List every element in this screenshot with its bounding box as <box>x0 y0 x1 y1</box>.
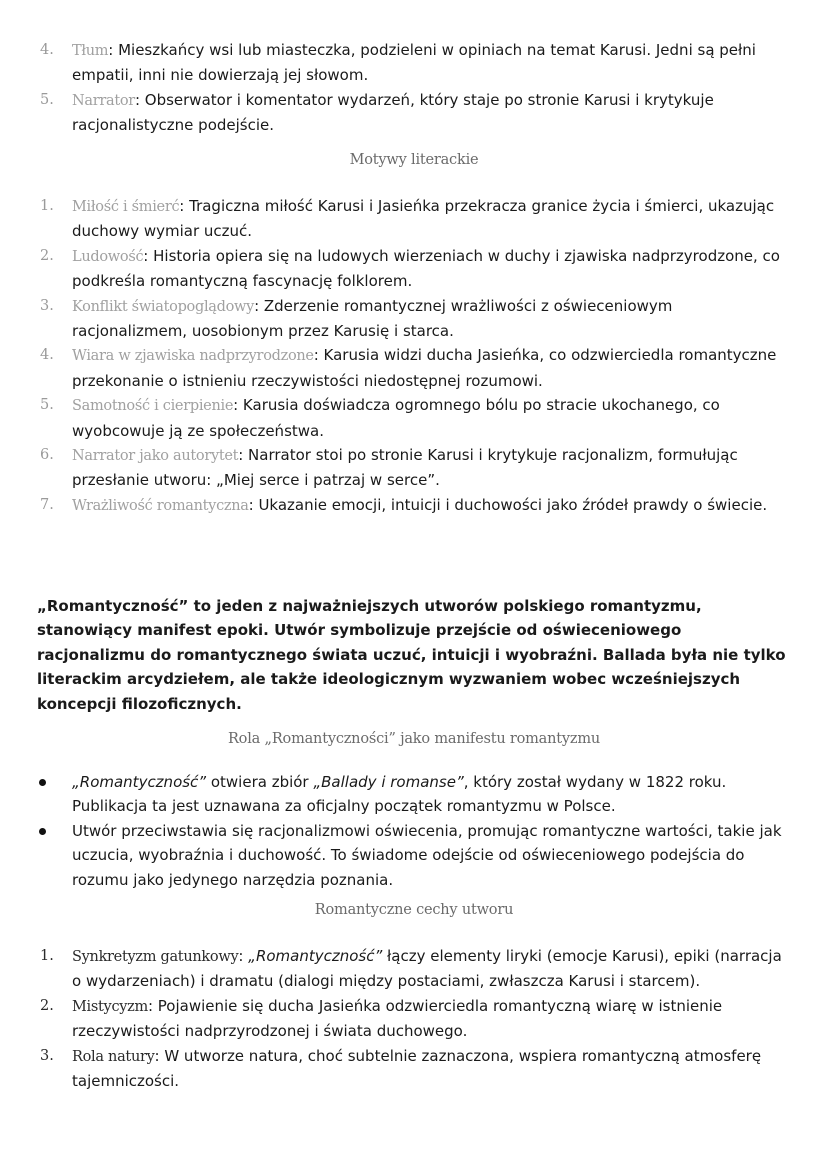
list-number: 5. <box>40 397 54 414</box>
list-item <box>0 493 790 518</box>
list-item <box>0 443 790 493</box>
features-list <box>0 944 790 1093</box>
list-number: 6. <box>40 447 54 464</box>
list-item <box>0 944 790 994</box>
section-heading-motifs: Motywy literackie <box>349 152 479 168</box>
bullet-item <box>0 819 790 892</box>
list-number: 1. <box>40 948 54 964</box>
term-label: Rola natury <box>72 1048 155 1065</box>
item-text: : Pojawienie się ducha Jasieńka odzwierciedla romantyczną wiarę w istnienie rzeczywistości nadprzyrodzonej i świata duchowego. <box>72 996 723 1041</box>
list-number: 4. <box>40 42 54 58</box>
section-heading-features: Romantyczne cechy utworu <box>314 902 514 918</box>
item-text: : Historia opiera się na ludowych wierzeniach w duchy i zjawiska nadprzyrodzone, co podkreśla romantyczną fascynację folklorem. <box>72 246 780 291</box>
item-text: : Tragiczna miłość Karusi i Jasieńka przekracza granice życia i śmierci, ukazując duchowy wymiar uczuć. <box>72 197 775 241</box>
list-number: 4. <box>40 347 54 364</box>
list-number: 7. <box>40 496 54 513</box>
item-text: łączy elementy liryki (emocje Karusi), epiki (narracja o wydarzeniach) i dramatu (dialogi między postaciami, zwłaszcza Karusi i starcem). <box>72 947 782 991</box>
term-label: Narrator <box>72 92 135 109</box>
list-item <box>0 194 790 244</box>
list-item <box>0 343 790 393</box>
term-label: Narrator jako autorytet <box>72 448 239 465</box>
work-title: „Romantyczność” <box>248 947 383 965</box>
list-item <box>0 1044 790 1094</box>
list-number: 2. <box>40 247 54 264</box>
list-number: 5. <box>40 91 54 108</box>
work-title: „Romantyczność” <box>72 773 207 791</box>
term-label: Wiara w zjawiska nadprzyrodzone <box>72 348 314 365</box>
bullet-icon <box>39 828 46 835</box>
list-number: 3. <box>40 1047 54 1064</box>
item-text: : Obserwator i komentator wydarzeń, który staje po stronie Karusi i krytykuje racjonalistyczne podejście. <box>72 90 714 135</box>
list-number: 1. <box>40 198 54 214</box>
list-number: 2. <box>40 997 54 1014</box>
item-text: : W utworze natura, choć subtelnie zaznaczona, wspiera romantyczną atmosferę tajemniczości. <box>72 1046 762 1091</box>
manifesto-bullets <box>0 770 790 892</box>
item-text: : <box>238 947 249 965</box>
term-label: Miłość i śmierć <box>72 199 180 215</box>
list-item <box>0 294 790 344</box>
motifs-list <box>0 194 790 518</box>
list-item <box>0 88 790 138</box>
item-text: Utwór przeciwstawia się racjonalizmowi oświecenia, promując romantyczne wartości, takie jak uczucia, wyobraźnia i duchowość. To świadome odejście od oświeceniowego podejścia do rozumu jako jedynego narzędzia poznania. <box>72 821 782 889</box>
item-text: : Zderzenie romantycznej wrażliwości z oświeceniowym racjonalizmem, uosobionym przez Karusię i starca. <box>72 296 673 341</box>
list-item <box>0 244 790 294</box>
characters-list <box>0 38 790 138</box>
term-label: Wrażliwość romantyczna <box>72 497 249 514</box>
item-text: : Karusia widzi ducha Jasieńka, co odzwierciedla romantyczne przekonanie o istnieniu rzeczywistości niedostępnej rozumowi. <box>72 346 777 390</box>
term-label: Mistycyzm <box>72 998 148 1015</box>
item-text: , który został wydany w 1822 roku. Publikacja ta jest uznawana za oficjalny początek romantyzmu w Polsce. <box>72 773 727 816</box>
item-text: otwiera zbiór <box>206 773 314 791</box>
bullet-icon <box>39 779 46 786</box>
bullet-item <box>0 770 790 819</box>
term-label: Samotność i cierpienie <box>72 398 234 415</box>
list-item <box>0 38 790 88</box>
item-text: : Ukazanie emocji, intuicji i duchowości jako źródeł prawdy o świecie. <box>248 495 768 514</box>
section-heading-manifesto: Rola „Romantyczności” jako manifestu romantyzmu <box>227 731 601 747</box>
term-label: Konflikt światopoglądowy <box>72 298 255 315</box>
term-label: Ludowość <box>72 248 144 265</box>
item-text: : Narrator stoi po stronie Karusi i krytykuje racjonalizm, formułując przesłanie utworu: „Miej serce i patrzaj w serce”. <box>72 446 738 490</box>
item-text: : Mieszkańcy wsi lub miasteczka, podzieleni w opiniach na temat Karusi. Jedni są pełni empatii, inni nie dowierzają jej słowom. <box>72 41 756 85</box>
list-item <box>0 393 790 443</box>
collection-title: „Ballady i romanse” <box>313 773 464 791</box>
list-number: 3. <box>40 297 54 314</box>
list-item <box>0 994 790 1044</box>
term-label: Synkretyzm gatunkowy <box>72 949 239 965</box>
item-text: : Karusia doświadcza ogromnego bólu po stracie ukochanego, co wyobcowuje ją ze społeczeństwa. <box>72 396 720 440</box>
intro-paragraph: „Romantyczność” to jeden z najważniejszych utworów polskiego romantyzmu, stanowiący manifest epoki. Utwór symbolizuje przejście od oświeceniowego racjonalizmu do romantycznego świata uczuć, intuicji i wyobraźni. Ballada była nie tylko literackim arcydziełem, ale także ideologicznym wyzwaniem wobec wcześniejszych koncepcji filozoficznych. <box>37 597 786 713</box>
term-label: Tłum <box>72 43 109 59</box>
